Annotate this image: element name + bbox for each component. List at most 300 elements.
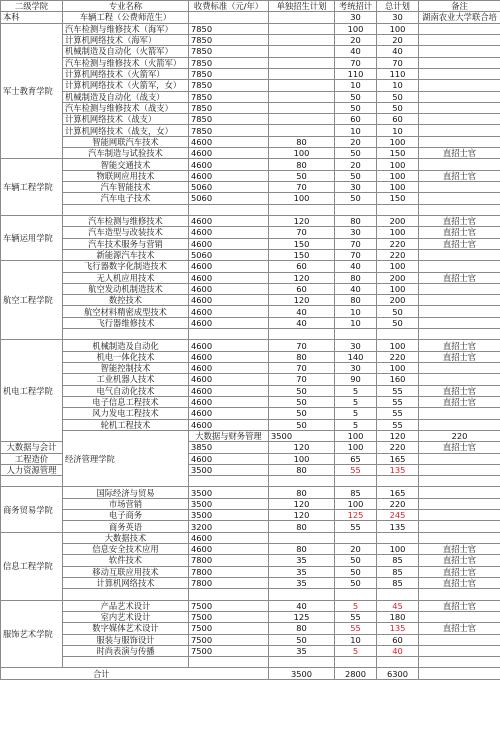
total-plan-cell: 100 — [377, 159, 419, 170]
note-cell — [419, 476, 500, 487]
unified-plan-cell: 50 — [335, 102, 377, 113]
note-cell — [419, 182, 500, 193]
major-cell: 信息安全技术应用 — [63, 544, 189, 555]
major-cell: 机电一体化技术 — [63, 351, 189, 362]
fee-cell: 4600 — [189, 532, 269, 543]
unified-plan-cell: 10 — [335, 80, 377, 91]
table-row — [1, 623, 500, 634]
note-cell: 直招士官 — [419, 170, 500, 181]
major-cell — [63, 329, 189, 340]
note-cell — [419, 645, 500, 656]
major-cell: 汽车制造与试验技术 — [63, 148, 189, 159]
major-cell: 计算机网络技术（海军） — [63, 34, 189, 45]
fee-cell: 7850 — [189, 102, 269, 113]
unified-plan-cell: 65 — [335, 453, 377, 464]
major-cell: 计算机网络技术（火箭军） — [63, 68, 189, 79]
single-plan-cell: 120 — [269, 442, 335, 453]
fee-cell: 7800 — [189, 566, 269, 577]
unified-plan-cell: 5 — [335, 600, 377, 611]
total-plan-cell — [377, 657, 419, 668]
fee-cell — [189, 657, 269, 668]
major-cell: 新能源汽车技术 — [63, 249, 189, 260]
single-plan-cell: 40 — [269, 317, 335, 328]
college-cell: 商务贸易学院 — [1, 487, 63, 532]
note-cell: 直招士官 — [419, 215, 500, 226]
total-plan-cell: 100 — [377, 261, 419, 272]
fee-cell: 4600 — [189, 215, 269, 226]
college-cell: 信息工程学院 — [1, 532, 63, 600]
table-row — [1, 170, 500, 181]
table-row — [1, 148, 500, 159]
note-cell: 直招士官 — [419, 238, 500, 249]
note-cell — [419, 68, 500, 79]
total-plan-cell: 165 — [377, 487, 419, 498]
major-cell: 数控技术 — [63, 295, 189, 306]
total-plan-cell: 20 — [377, 34, 419, 45]
unified-plan-cell: 10 — [335, 317, 377, 328]
unified-plan-cell: 20 — [335, 159, 377, 170]
fee-cell: 7850 — [189, 34, 269, 45]
major-cell: 航空发动机制造技术 — [63, 283, 189, 294]
fee-cell: 7850 — [189, 23, 269, 34]
fee-cell: 4600 — [189, 148, 269, 159]
total-plan-cell: 40 — [377, 645, 419, 656]
unified-plan-cell: 50 — [335, 193, 377, 204]
total-plan-cell: 135 — [377, 623, 419, 634]
table-row — [1, 645, 500, 656]
unified-plan-cell: 60 — [335, 114, 377, 125]
table-row — [1, 510, 500, 521]
unified-plan-cell: 55 — [335, 464, 377, 475]
total-plan-cell — [377, 532, 419, 543]
note-cell: 直招士官 — [419, 148, 500, 159]
unified-plan-cell: 100 — [335, 23, 377, 34]
unified-plan-cell: 40 — [335, 283, 377, 294]
unified-plan-cell: 10 — [335, 125, 377, 136]
table-row — [1, 215, 500, 226]
major-cell: 智能控制技术 — [63, 363, 189, 374]
header-row — [1, 1, 500, 12]
unified-plan-cell — [335, 476, 377, 487]
table-row — [1, 430, 500, 441]
unified-plan-cell — [335, 532, 377, 543]
unified-plan-cell: 110 — [335, 68, 377, 79]
note-cell — [419, 498, 500, 509]
total-plan-cell: 100 — [377, 283, 419, 294]
unified-plan-cell: 50 — [335, 566, 377, 577]
note-cell: 直招士官 — [419, 272, 500, 283]
unified-plan-cell: 70 — [335, 57, 377, 68]
table-row — [1, 159, 500, 170]
table-row — [1, 80, 500, 91]
total-plan-cell: 60 — [377, 634, 419, 645]
total-plan-cell: 160 — [377, 374, 419, 385]
single-plan-cell — [269, 23, 335, 34]
unified-plan-cell: 80 — [335, 215, 377, 226]
single-plan-cell: 120 — [269, 215, 335, 226]
fee-cell: 7850 — [189, 57, 269, 68]
single-plan-cell — [269, 329, 335, 340]
unified-plan-cell: 20 — [335, 34, 377, 45]
note-cell — [419, 521, 500, 532]
note-cell — [419, 34, 500, 45]
table-row — [1, 102, 500, 113]
unified-plan-cell: 50 — [335, 148, 377, 159]
single-plan-cell: 35 — [269, 645, 335, 656]
fee-cell: 3500 — [189, 510, 269, 521]
total-plan-cell: 50 — [377, 306, 419, 317]
major-cell: 工业机器人技术 — [63, 374, 189, 385]
note-cell — [419, 374, 500, 385]
single-plan-cell: 70 — [269, 363, 335, 374]
single-plan-cell: 50 — [269, 419, 335, 430]
table-row — [1, 329, 500, 340]
college-cell: 军士教育学院 — [1, 23, 63, 159]
major-cell: 软件技术 — [63, 555, 189, 566]
note-cell — [419, 419, 500, 430]
table-row — [1, 125, 500, 136]
major-cell: 汽车检测与维修技术 — [63, 215, 189, 226]
single-plan-cell: 80 — [269, 351, 335, 362]
header-college: 二级学院 — [1, 1, 63, 12]
note-cell: 直招士官 — [419, 600, 500, 611]
fee-cell: 4600 — [189, 306, 269, 317]
total-plan-cell: 220 — [377, 498, 419, 509]
note-cell — [419, 159, 500, 170]
total-plan-cell: 135 — [377, 521, 419, 532]
note-cell: 直招士官 — [419, 442, 500, 453]
college-cell: 经济管理学院 — [63, 430, 189, 487]
fee-cell: 7850 — [189, 68, 269, 79]
note-cell: 直招士官 — [419, 340, 500, 351]
totals-single: 3500 — [269, 668, 335, 679]
table-row — [1, 498, 500, 509]
total-plan-cell: 40 — [377, 46, 419, 57]
unified-plan-cell: 55 — [335, 611, 377, 622]
fee-cell: 3850 — [189, 442, 269, 453]
fee-cell: 4600 — [189, 238, 269, 249]
fee-cell: 3500 — [189, 464, 269, 475]
note-cell — [419, 57, 500, 68]
major-cell: 计算机网络技术（战支，女） — [63, 125, 189, 136]
major-cell: 市场营销 — [63, 498, 189, 509]
fee-cell: 4600 — [189, 408, 269, 419]
single-plan-cell: 100 — [335, 430, 377, 441]
table-row — [1, 532, 500, 543]
single-plan-cell: 150 — [269, 238, 335, 249]
total-plan-cell: 70 — [377, 57, 419, 68]
major-cell: 无人机应用技术 — [63, 272, 189, 283]
total-plan-cell: 50 — [377, 91, 419, 102]
major-cell: 大数据技术 — [63, 532, 189, 543]
note-cell — [419, 136, 500, 147]
unified-plan-cell: 30 — [335, 12, 377, 23]
unified-plan-cell: 30 — [335, 182, 377, 193]
unified-plan-cell: 55 — [335, 623, 377, 634]
total-plan-cell: 60 — [377, 114, 419, 125]
college-cell: 本科 — [1, 12, 63, 23]
table-row — [1, 91, 500, 102]
unified-plan-cell: 70 — [335, 238, 377, 249]
major-cell: 汽车检测与维修技术（战支） — [63, 102, 189, 113]
table-row — [1, 249, 500, 260]
major-cell: 航空材料精密成型技术 — [63, 306, 189, 317]
note-cell — [419, 408, 500, 419]
unified-plan-cell: 125 — [335, 510, 377, 521]
total-plan-cell: 55 — [377, 396, 419, 407]
single-plan-cell: 100 — [269, 148, 335, 159]
single-plan-cell — [269, 57, 335, 68]
note-cell: 湖南农业大学联合培 — [419, 12, 500, 23]
note-cell — [419, 46, 500, 57]
major-cell: 国际经济与贸易 — [63, 487, 189, 498]
unified-plan-cell: 80 — [335, 295, 377, 306]
fee-cell: 7500 — [189, 645, 269, 656]
unified-plan-cell: 5 — [335, 385, 377, 396]
total-plan-cell: 220 — [377, 442, 419, 453]
single-plan-cell: 60 — [269, 283, 335, 294]
fee-cell — [189, 12, 269, 23]
note-cell — [419, 249, 500, 260]
note-cell — [419, 363, 500, 374]
table-row — [1, 374, 500, 385]
single-plan-cell — [269, 34, 335, 45]
major-cell: 服装与服饰设计 — [63, 634, 189, 645]
total-plan-cell: 200 — [377, 272, 419, 283]
single-plan-cell — [269, 68, 335, 79]
unified-plan-cell: 5 — [335, 408, 377, 419]
single-plan-cell — [269, 476, 335, 487]
table-row — [1, 408, 500, 419]
unified-plan-cell: 20 — [335, 544, 377, 555]
single-plan-cell: 120 — [269, 295, 335, 306]
major-cell: 电气自动化技术 — [63, 385, 189, 396]
note-cell — [419, 23, 500, 34]
total-plan-cell: 220 — [377, 249, 419, 260]
fee-cell — [189, 204, 269, 215]
note-cell — [419, 283, 500, 294]
single-plan-cell — [269, 204, 335, 215]
single-plan-cell: 50 — [269, 170, 335, 181]
table-row — [1, 283, 500, 294]
note-cell: 直招士官 — [419, 385, 500, 396]
table-row — [1, 589, 500, 600]
table-row — [1, 544, 500, 555]
table-row — [1, 487, 500, 498]
fee-cell: 4600 — [189, 317, 269, 328]
total-plan-cell: 100 — [377, 136, 419, 147]
single-plan-cell: 100 — [269, 193, 335, 204]
single-plan-cell: 40 — [269, 306, 335, 317]
note-cell — [419, 510, 500, 521]
single-plan-cell: 100 — [269, 453, 335, 464]
total-plan-cell: 85 — [377, 555, 419, 566]
note-cell — [419, 317, 500, 328]
unified-plan-cell: 10 — [335, 306, 377, 317]
single-plan-cell: 50 — [269, 396, 335, 407]
major-cell: 飞行器维修技术 — [63, 317, 189, 328]
fee-cell: 5060 — [189, 193, 269, 204]
fee-cell: 4600 — [189, 396, 269, 407]
unified-plan-cell: 70 — [335, 249, 377, 260]
fee-cell: 4600 — [189, 283, 269, 294]
note-cell — [419, 634, 500, 645]
total-plan-cell — [377, 204, 419, 215]
table-row — [1, 317, 500, 328]
note-cell — [419, 611, 500, 622]
college-cell: 航空工程学院 — [1, 261, 63, 340]
major-cell: 汽车电子技术 — [63, 193, 189, 204]
fee-cell: 5060 — [189, 182, 269, 193]
unified-plan-cell: 30 — [335, 227, 377, 238]
note-cell — [419, 80, 500, 91]
fee-cell: 4600 — [189, 295, 269, 306]
fee-cell — [189, 589, 269, 600]
single-plan-cell: 70 — [269, 182, 335, 193]
major-cell: 风力发电工程技术 — [63, 408, 189, 419]
total-plan-cell: 50 — [377, 102, 419, 113]
table-row — [1, 385, 500, 396]
unified-plan-cell: 20 — [335, 136, 377, 147]
single-plan-cell: 80 — [269, 136, 335, 147]
fee-cell: 3200 — [189, 521, 269, 532]
table-row — [1, 555, 500, 566]
table-row — [1, 114, 500, 125]
note-cell — [419, 261, 500, 272]
note-cell — [419, 114, 500, 125]
total-plan-cell: 220 — [419, 430, 500, 441]
header-single: 单独招生计划 — [269, 1, 335, 12]
unified-plan-cell: 10 — [335, 634, 377, 645]
fee-cell: 7800 — [189, 577, 269, 588]
total-plan-cell: 150 — [377, 193, 419, 204]
single-plan-cell: 50 — [269, 634, 335, 645]
fee-cell: 7850 — [189, 80, 269, 91]
table-row — [1, 261, 500, 272]
note-cell — [419, 657, 500, 668]
note-cell — [419, 102, 500, 113]
college-cell: 服饰艺术学院 — [1, 600, 63, 668]
single-plan-cell — [269, 12, 335, 23]
fee-cell: 4600 — [189, 351, 269, 362]
single-plan-cell: 80 — [269, 521, 335, 532]
major-cell: 机械制造及自动化 — [63, 340, 189, 351]
unified-plan-cell: 40 — [335, 46, 377, 57]
college-cell: 车辆工程学院 — [1, 159, 63, 216]
note-cell — [419, 91, 500, 102]
major-cell: 大数据与会计 — [1, 442, 63, 453]
major-cell: 计算机网络技术（战支） — [63, 114, 189, 125]
major-cell: 智能交通技术 — [63, 159, 189, 170]
header-note: 备注 — [419, 1, 500, 12]
unified-plan-cell: 100 — [335, 498, 377, 509]
major-cell: 工程造价 — [1, 453, 63, 464]
fee-cell: 7500 — [189, 611, 269, 622]
total-plan-cell: 100 — [377, 182, 419, 193]
fee-cell: 4600 — [189, 419, 269, 430]
unified-plan-cell: 5 — [335, 645, 377, 656]
fee-cell — [189, 476, 269, 487]
major-cell: 移动互联应用技术 — [63, 566, 189, 577]
major-cell: 汽车检测与维修技术（海军） — [63, 23, 189, 34]
major-cell: 汽车智能技术 — [63, 182, 189, 193]
note-cell: 直招士官 — [419, 351, 500, 362]
total-plan-cell: 55 — [377, 419, 419, 430]
major-cell: 汽车造型与改装技术 — [63, 227, 189, 238]
table-row — [1, 521, 500, 532]
major-cell: 大数据与财务管理 — [189, 430, 269, 441]
fee-cell: 4600 — [189, 385, 269, 396]
fee-cell: 7500 — [189, 600, 269, 611]
fee-cell: 3500 — [189, 498, 269, 509]
single-plan-cell — [269, 114, 335, 125]
note-cell — [419, 464, 500, 475]
fee-cell: 4600 — [189, 227, 269, 238]
note-cell — [419, 589, 500, 600]
unified-plan-cell — [335, 657, 377, 668]
total-plan-cell: 10 — [377, 125, 419, 136]
single-plan-cell: 150 — [269, 249, 335, 260]
table-row — [1, 227, 500, 238]
major-cell: 机械制造及自动化（火箭军） — [63, 46, 189, 57]
total-plan-cell — [377, 589, 419, 600]
major-cell: 飞行器数字化制造技术 — [63, 261, 189, 272]
totals-label: 合计 — [1, 668, 269, 679]
unified-plan-cell: 140 — [335, 351, 377, 362]
college-cell: 机电工程学院 — [1, 340, 63, 442]
single-plan-cell: 80 — [269, 464, 335, 475]
table-row — [1, 363, 500, 374]
major-cell — [63, 657, 189, 668]
unified-plan-cell: 50 — [335, 91, 377, 102]
major-cell: 智能网联汽车技术 — [63, 136, 189, 147]
total-plan-cell: 100 — [377, 23, 419, 34]
single-plan-cell: 80 — [269, 487, 335, 498]
unified-plan-cell — [335, 329, 377, 340]
fee-cell: 7850 — [189, 91, 269, 102]
total-plan-cell: 180 — [377, 611, 419, 622]
table-row — [1, 57, 500, 68]
total-plan-cell — [377, 329, 419, 340]
major-cell: 计算机网络技术 — [63, 577, 189, 588]
fee-cell: 7850 — [189, 125, 269, 136]
single-plan-cell: 50 — [269, 408, 335, 419]
total-plan-cell: 220 — [377, 238, 419, 249]
totals-unified: 2800 — [335, 668, 377, 679]
single-plan-cell: 120 — [269, 510, 335, 521]
fee-cell: 4600 — [189, 544, 269, 555]
single-plan-cell — [269, 46, 335, 57]
table-row — [1, 340, 500, 351]
fee-cell: 7800 — [189, 555, 269, 566]
unified-plan-cell — [335, 589, 377, 600]
note-cell — [419, 453, 500, 464]
total-plan-cell: 165 — [377, 453, 419, 464]
unified-plan-cell: 40 — [335, 261, 377, 272]
note-cell — [419, 487, 500, 498]
total-plan-cell: 100 — [377, 170, 419, 181]
unified-plan-cell — [335, 204, 377, 215]
unified-plan-cell: 50 — [335, 577, 377, 588]
major-cell — [63, 204, 189, 215]
total-plan-cell: 135 — [377, 464, 419, 475]
total-plan-cell: 110 — [377, 68, 419, 79]
major-cell: 人力资源管理 — [1, 464, 63, 475]
fee-cell: 7850 — [189, 46, 269, 57]
total-plan-cell: 30 — [377, 12, 419, 23]
table-row — [1, 182, 500, 193]
note-cell — [419, 532, 500, 543]
